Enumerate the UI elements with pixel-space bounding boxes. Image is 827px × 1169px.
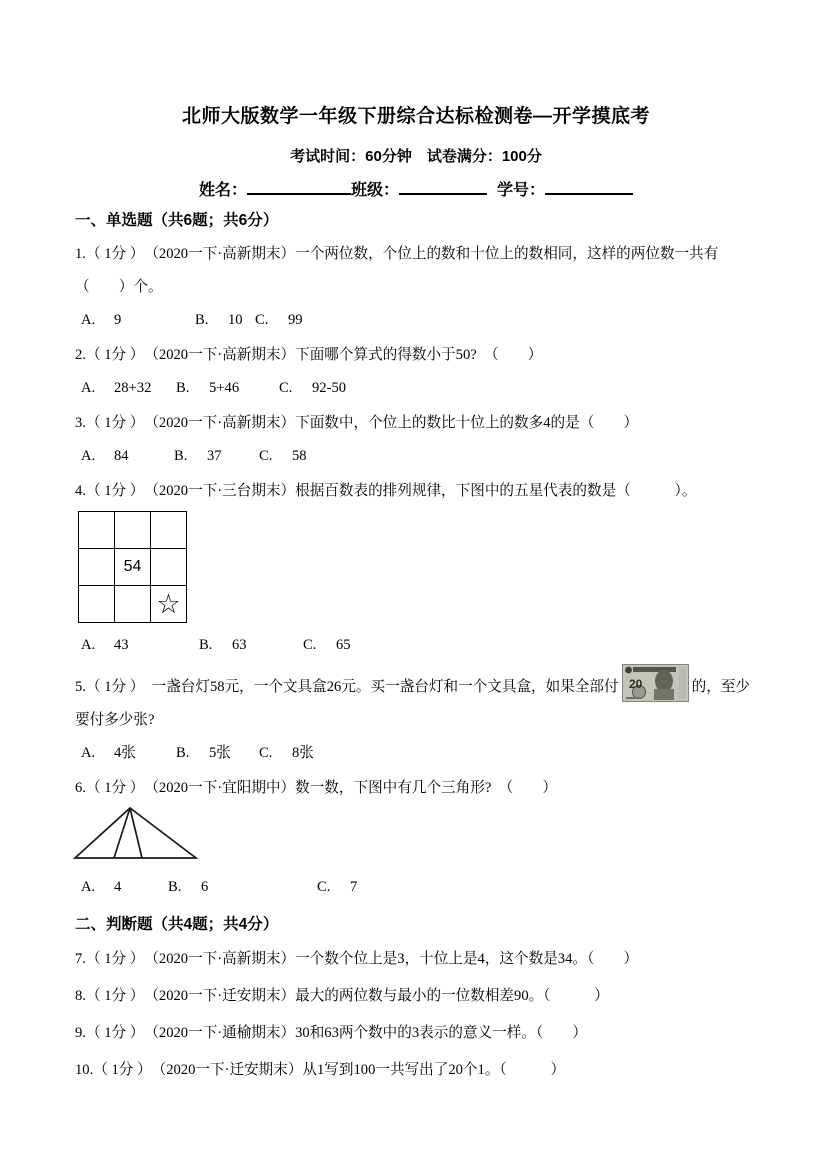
option-a: [81, 440, 174, 473]
option-label: C.: [255, 312, 269, 328]
question-2: [75, 339, 757, 405]
option-a: [81, 304, 195, 337]
grid-cell: [115, 512, 151, 549]
option-text: 28+32: [114, 380, 152, 396]
hundred-chart-figure: [78, 511, 187, 623]
grid-cell-54: 54: [115, 549, 151, 586]
student-info-row: [75, 180, 757, 202]
option-label: B.: [168, 879, 182, 895]
name-label: 姓名：: [198, 182, 247, 199]
option-text: 58: [292, 448, 307, 464]
question-4: [75, 475, 757, 662]
judge-section: [75, 942, 757, 1088]
section-heading-judge: 二、判断题（共4题；共4分）: [75, 916, 279, 933]
option-b: [195, 304, 255, 337]
option-text: 4张: [114, 745, 136, 761]
class-label: 班级：: [350, 182, 399, 199]
option-b: [176, 372, 279, 405]
option-text: 92-50: [312, 380, 347, 396]
option-label: C.: [303, 637, 317, 653]
option-label: A.: [81, 745, 96, 761]
option-text: 37: [207, 448, 222, 464]
grid-cell: [79, 512, 115, 549]
option-text: 63: [232, 637, 247, 653]
question-1-options: [75, 304, 757, 337]
question-10-text: 10.（ 1分 ） （2020一下·迁安期末）从1写到100一共写出了20个1。（ ）: [75, 1062, 566, 1078]
question-8-text: 8.（ 1分 ） （2020一下·迁安期末）最大的两位数与最小的一位数相差90。（ ）: [75, 988, 609, 1004]
question-10: [75, 1053, 757, 1088]
option-text: 84: [114, 448, 129, 464]
option-a: [81, 871, 168, 904]
question-9-text: 9.（ 1分 ） （2020一下·通榆期末）30和63两个数中的3表示的意义一样。（ ）: [75, 1025, 587, 1041]
question-7: [75, 942, 757, 977]
option-label: C.: [259, 448, 273, 464]
option-label: B.: [174, 448, 188, 464]
option-text: 99: [288, 312, 303, 328]
option-a: [81, 629, 199, 662]
grid-cell: [151, 549, 187, 586]
option-c: [279, 372, 346, 405]
option-label: C.: [259, 745, 273, 761]
option-text: 5+46: [209, 380, 240, 396]
option-label: B.: [195, 312, 209, 328]
option-a: [81, 372, 176, 405]
exam-info: 考试时间：60分钟 试卷满分：100分: [290, 148, 542, 165]
banknote-20-yuan-image: [622, 664, 689, 702]
option-c: [259, 737, 314, 770]
page-title: 北师大版数学一年级下册综合达标检测卷—开学摸底考: [181, 106, 650, 127]
section-heading-choice: 一、单选题（共6题；共6分）: [75, 212, 279, 229]
option-text: 7: [350, 879, 358, 895]
student-id-blank: [545, 180, 633, 195]
question-6: [75, 772, 757, 904]
question-4-text: 4.（ 1分 ） （2020一下·三台期末）根据百数表的排列规律，下图中的五星代表的数是（ ）。: [75, 483, 697, 499]
question-5: [75, 664, 757, 770]
option-b: [199, 629, 303, 662]
option-label: A.: [81, 312, 96, 328]
option-text: 9: [114, 312, 122, 328]
option-c: [317, 871, 357, 904]
student-id-label: 学号：: [497, 182, 546, 199]
option-label: A.: [81, 637, 96, 653]
option-b: [176, 737, 259, 770]
option-label: A.: [81, 448, 96, 464]
option-text: 6: [201, 879, 209, 895]
question-8: [75, 979, 757, 1014]
question-2-text: 2.（ 1分 ） （2020一下·高新期末）下面哪个算式的得数小于50? （ ）: [75, 347, 543, 363]
name-blank: [247, 180, 351, 195]
banknote-denomination: 20: [628, 677, 642, 691]
grid-cell: [151, 512, 187, 549]
question-3-options: [75, 440, 757, 473]
question-6-options: [75, 871, 757, 904]
question-5-text-after: 的，至少要付多少张?: [75, 679, 751, 728]
class-blank: [399, 180, 487, 195]
grid-cell: [79, 549, 115, 586]
option-c: [255, 304, 303, 337]
option-label: C.: [279, 380, 293, 396]
option-label: B.: [176, 745, 190, 761]
option-label: A.: [81, 380, 96, 396]
question-1-text: 1.（ 1分 ） （2020一下·高新期末）一个两位数，个位上的数和十位上的数相同，这样的两位数一共有（ ）个。: [75, 246, 719, 295]
triangle-figure: [69, 803, 203, 863]
question-3-text: 3.（ 1分 ） （2020一下·高新期末）下面数中，个位上的数比十位上的数多4的是（ ）: [75, 415, 639, 431]
star-icon: ☆: [151, 586, 187, 623]
question-5-text-before: 5.（ 1分 ） 一盏台灯58元，一个文具盒26元。买一盏台灯和一个文具盒，如果全部付: [75, 679, 619, 695]
option-text: 5张: [209, 745, 231, 761]
option-text: 10: [228, 312, 243, 328]
option-text: 65: [336, 637, 351, 653]
question-2-options: [75, 372, 757, 405]
option-text: 8张: [292, 745, 314, 761]
question-4-options: [75, 629, 757, 662]
grid-cell: [79, 586, 115, 623]
option-c: [303, 629, 351, 662]
question-1: [75, 238, 757, 337]
question-5-text: [75, 664, 757, 737]
option-b: [174, 440, 259, 473]
question-6-text: 6.（ 1分 ） （2020一下·宜阳期中）数一数，下图中有几个三角形? （ ）: [75, 780, 557, 796]
option-c: [259, 440, 307, 473]
question-9: [75, 1016, 757, 1051]
option-label: B.: [199, 637, 213, 653]
option-text: 4: [114, 879, 122, 895]
grid-cell: [115, 586, 151, 623]
option-b: [168, 871, 317, 904]
question-5-options: [75, 737, 757, 770]
question-7-text: 7.（ 1分 ） （2020一下·高新期末）一个数个位上是3，十位上是4，这个数是34。（ ）: [75, 951, 639, 967]
option-label: A.: [81, 879, 96, 895]
option-text: 43: [114, 637, 129, 653]
question-3: [75, 407, 757, 473]
option-a: [81, 737, 176, 770]
option-label: C.: [317, 879, 331, 895]
option-label: B.: [176, 380, 190, 396]
